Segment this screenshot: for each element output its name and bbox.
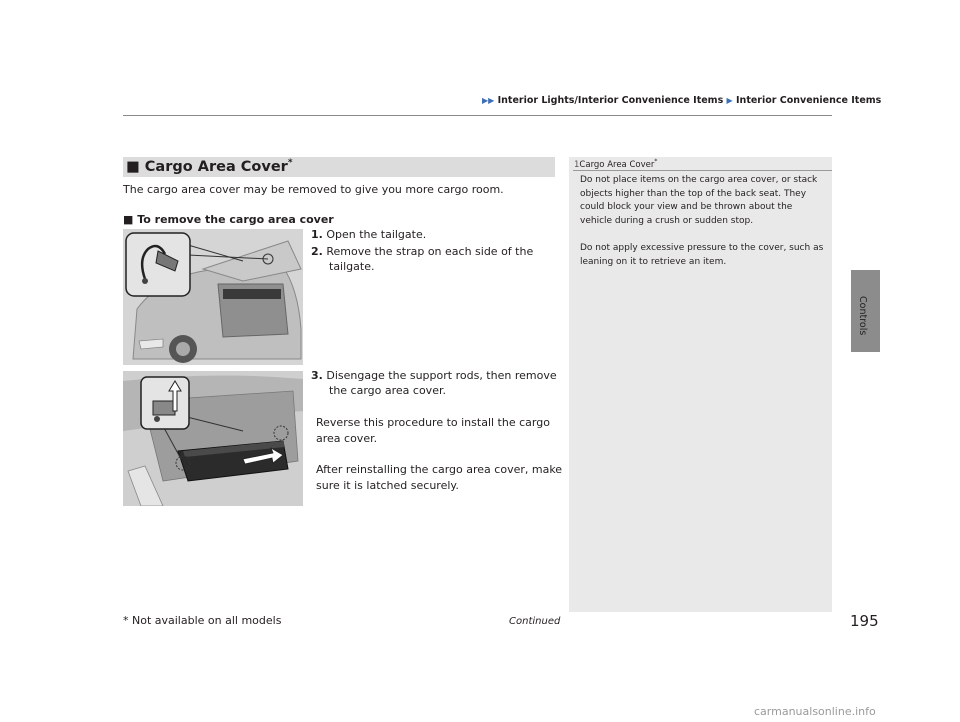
breadcrumb-item-1[interactable]: Interior Lights/Interior Convenience Items xyxy=(497,95,724,106)
note-paragraph-2: Do not apply excessive pressure to the cover, such as leaning on it to retrieve an item. xyxy=(580,243,824,267)
car-rear-drawing xyxy=(123,229,303,365)
cargo-cover-drawing xyxy=(123,371,303,506)
asterisk-mark: * xyxy=(287,158,293,168)
footnote: * Not available on all models xyxy=(123,614,282,627)
subheading: ■ To remove the cargo area cover xyxy=(123,213,334,226)
support-rods-illustration xyxy=(123,371,303,506)
arrow-icon: ▶ xyxy=(726,96,733,105)
watermark: carmanualsonline.info xyxy=(754,705,876,718)
after-instructions: After reinstalling the cargo area cover, make sure it is latched securely. xyxy=(316,463,563,492)
step-1: 1. Open the tailgate. xyxy=(311,228,427,241)
reverse-instructions: Reverse this procedure to install the cargo area cover. xyxy=(316,416,550,445)
continued-label: Continued xyxy=(509,616,561,627)
section-title: ■ Cargo Area Cover* xyxy=(126,158,293,175)
intro-text: The cargo area cover may be removed to give you more cargo room. xyxy=(123,183,504,196)
breadcrumb-item-2[interactable]: Interior Convenience Items xyxy=(736,95,882,106)
notes-rule xyxy=(573,170,832,171)
page-number: 195 xyxy=(850,612,879,630)
tailgate-strap-illustration xyxy=(123,229,303,365)
step-2: 2. Remove the strap on each side of the tailgate. xyxy=(311,245,534,273)
breadcrumb xyxy=(482,95,881,106)
double-arrow-icon: ▶▶ xyxy=(482,96,495,105)
header-rule xyxy=(123,115,832,116)
step-3: 3. Disengage the support rods, then remove the cargo area cover. xyxy=(311,369,557,397)
notes-title: 1Cargo Area Cover* xyxy=(574,158,658,170)
note-paragraph-1: Do not place items on the cargo area cover, or stack objects higher than the top of the back seat. They could block your view and be thrown about the vehicle during a crush or sudden stop. xyxy=(580,175,818,226)
note-ref-icon: 1 xyxy=(574,159,580,170)
side-tab-label: Controls xyxy=(857,296,868,336)
section-header xyxy=(123,157,555,177)
